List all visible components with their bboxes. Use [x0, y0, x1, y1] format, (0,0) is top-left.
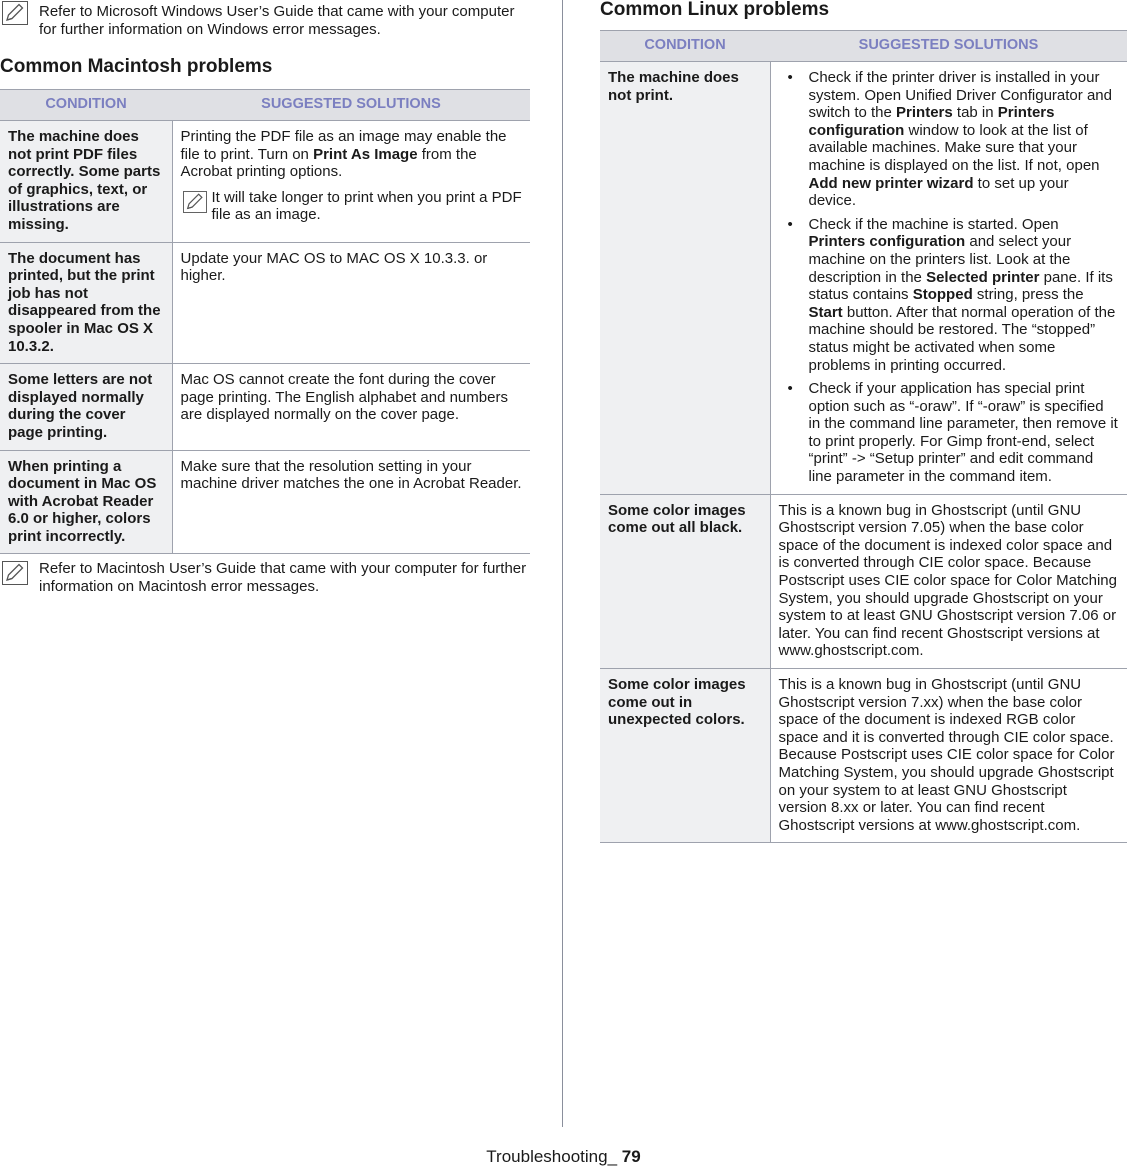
solution-cell: Printing the PDF file as an image may enable the file to print. Turn on Print As Image from the Acrobat printing options. It will take longer to print when you print a PDF file as an image.	[172, 121, 530, 243]
column-divider	[562, 0, 563, 1127]
table-row	[600, 669, 1127, 843]
solution-cell: Mac OS cannot create the font during the cover page printing. The English alphabet and numbers are displayed normally on the cover page.	[172, 364, 530, 450]
condition-cell: The document has printed, but the print job has not disappeared from the spooler in Mac OS X 10.3.2.	[0, 242, 172, 364]
solutions-header: SUGGESTED SOLUTIONS	[172, 90, 530, 121]
mac-problems-table	[0, 89, 530, 554]
pencil-note-icon	[2, 561, 28, 585]
solution-cell	[770, 62, 1127, 495]
page-number: 79	[621, 1147, 641, 1166]
table-row	[600, 62, 1127, 495]
solution-cell: Make sure that the resolution setting in your machine driver matches the one in Acrobat Reader.	[172, 450, 530, 554]
macintosh-note: Refer to Macintosh User’s Guide that came with your computer for further information on Macintosh error messages.	[0, 560, 530, 595]
condition-cell: When printing a document in Mac OS with Acrobat Reader 6.0 or higher, colors print incorrectly.	[0, 450, 172, 554]
table-row	[0, 364, 530, 450]
condition-cell: The machine does not print PDF files correctly. Some parts of graphics, text, or illustrations are missing.	[0, 121, 172, 243]
solution-cell: Update your MAC OS to MAC OS X 10.3.3. or higher.	[172, 242, 530, 364]
pdf-image-note: It will take longer to print when you print a PDF file as an image.	[181, 189, 523, 224]
condition-cell: Some color images come out all black.	[600, 494, 770, 668]
pencil-note-icon	[2, 1, 28, 25]
condition-cell: Some color images come out in unexpected colors.	[600, 669, 770, 843]
list-item: • Check if your application has special print option such as “-oraw”. If “-oraw” is specified in the command line parameter, then remove it to print properly. For Gimp front-end, select “print” -> “Setup printer” and edit command line parameter in the command item.	[787, 380, 1118, 486]
solution-cell: This is a known bug in Ghostscript (until GNU Ghostscript version 7.xx) when the base color space of the document is indexed RGB color space and it is converted through CIE color space. Because Postscript uses CIE color space for Color Matching System, you should upgrade Ghostscript on your system to at least GNU Ghostscript version 8.xx or later. You can find recent Ghostscript versions at www.ghostscript.com.	[770, 669, 1127, 843]
table-header-row	[0, 90, 530, 121]
condition-cell: The machine does not print.	[600, 62, 770, 495]
solution-cell: This is a known bug in Ghostscript (until GNU Ghostscript version 7.05) when the base color space of the document is indexed color space and is converted through CIE color space. Because Postscript uses CIE color space for Color Matching System, you should upgrade Ghostscript on your system to at least GNU Ghostscript version 7.06 or later. You can find recent Ghostscript versions at www.ghostscript.com.	[770, 494, 1127, 668]
right-column	[600, 0, 1127, 843]
linux-problems-table	[600, 30, 1127, 843]
solution-list	[779, 69, 1120, 486]
page-footer	[0, 1147, 1127, 1167]
condition-header: CONDITION	[0, 90, 172, 121]
condition-header: CONDITION	[600, 31, 770, 62]
condition-cell: Some letters are not displayed normally during the cover page printing.	[0, 364, 172, 450]
table-row	[0, 121, 530, 243]
list-item: • Check if the printer driver is installed in your system. Open Unified Driver Configurator and switch to the Printers tab in Printers configuration window to look at the list of available machines. Make sure that your machine is displayed on the list. If not, open Add new printer wizard to set up your device.	[787, 69, 1112, 210]
table-row	[0, 242, 530, 364]
table-row	[0, 450, 530, 554]
mac-problems-heading: Common Macintosh problems	[0, 56, 273, 77]
table-row	[600, 494, 1127, 668]
left-column	[0, 0, 530, 595]
linux-problems-heading: Common Linux problems	[600, 0, 830, 20]
solutions-header: SUGGESTED SOLUTIONS	[770, 31, 1127, 62]
pencil-note-icon	[183, 191, 207, 213]
list-item: • Check if the machine is started. Open Printers configuration and select your machine on the printers list. Look at the description in the Selected printer pane. If its status contains Stopped string, press the Start button. After that normal operation of the machine should be restored. The “stopped” status might be activated when some problems in printing occurred.	[787, 215, 1116, 374]
windows-note: Refer to Microsoft Windows User’s Guide that came with your computer for further information on Windows error messages.	[0, 0, 530, 38]
footer-section-label: Troubleshooting_	[486, 1147, 622, 1166]
table-header-row	[600, 31, 1127, 62]
